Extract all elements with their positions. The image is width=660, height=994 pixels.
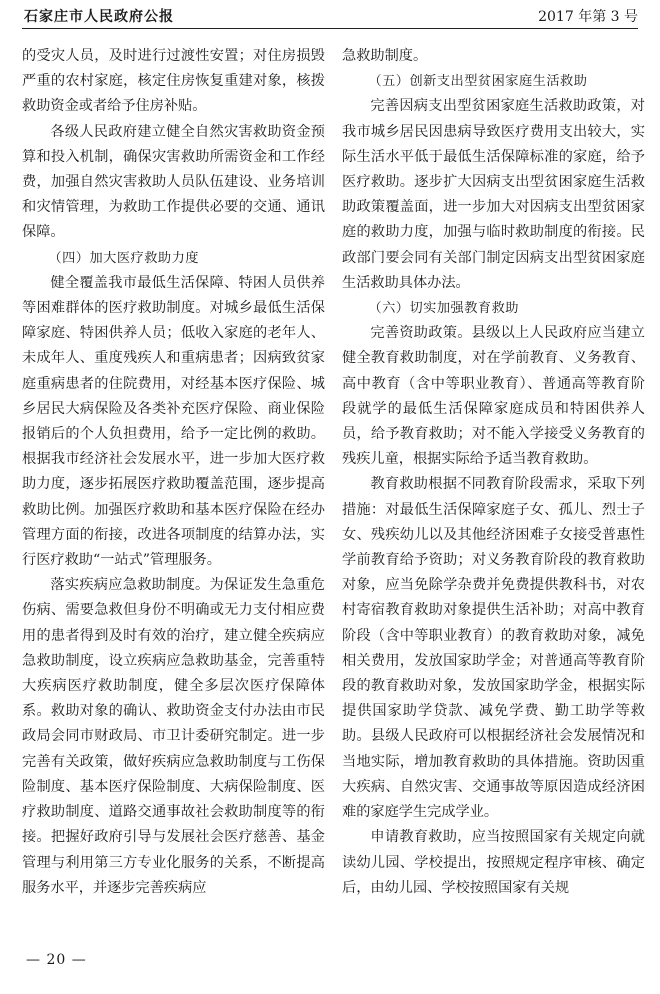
education-application-paragraph: 申请教育救助，应当按照国家有关规定向就读幼儿园、学校提出，按照规定程序审核、确定后，由幼儿园、学校按照国家有关规 bbox=[342, 829, 645, 896]
page-number: — 20 — bbox=[26, 952, 87, 968]
section-heading-education: （六）切实加强教育救助 bbox=[368, 301, 519, 317]
illness-aid-paragraph: 完善因病支出型贫困家庭生活救助政策，对我市城乡居民因患病导致医疗费用支出较大，实际生活水平低于最低生活保障标准的家庭，给予医疗救助。逐步扩大因病支出型贫困家庭生活救助政策覆盖面，进一步加大对因病支出型贫困家庭的救助力度，加强与临时救助制度的衔接。民政部门要会同有关部门制定因病支出型贫困家庭生活救助具体办法。 bbox=[342, 98, 645, 291]
publication-title: 石家庄市人民政府公报 bbox=[24, 9, 174, 25]
emergency-aid-paragraph: 落实疾病应急救助制度。为保证发生急重危伤病、需要急救但身份不明确或无力支付相应费用的患者得到及时有效的治疗，建立健全疾病应急救助制度，设立疾病应急救助基金，完善重特大疾病医疗救助制度，健全多层次医疗保障体系。救助对象的确认、救助资金支付办法由市民政局会同市财政局、市卫计委研究制定。进一步完善有关政策，做好疾病应急救助制度与工伤保险制度、基本医疗保险制度、大病保险制度、医疗救助制度、道路交通事故社会救助制度等的衔接。把握好政府引导与发展社会医疗慈善、基金管理与利用第三方专业化服务的关系，不断提高服务水平，并逐步完善疾病应 bbox=[22, 577, 325, 896]
issue-number: 2017 年第 3 号 bbox=[538, 9, 638, 25]
continued-paragraph: 的受灾人员，及时进行过渡性安置；对住房损毁严重的农村家庭，核定住房恢复重建对象，核拨救助资金或者给予住房补贴。 bbox=[22, 48, 325, 115]
header-rule bbox=[22, 28, 638, 29]
right-column bbox=[342, 44, 645, 901]
left-column bbox=[22, 44, 325, 901]
section-heading-medical: （四）加大医疗救助力度 bbox=[48, 250, 199, 266]
medical-aid-paragraph: 健全覆盖我市最低生活保障、特困人员供养等困难群体的医疗救助制度。对城乡最低生活保障家庭、特困供养人员；低收入家庭的老年人、未成年人、重度残疾人和重病患者；因病致贫家庭重病患者的住院费用，对经基本医疗保险、城乡居民大病保险及各类补充医疗保险、商业保险报销后的个人负担费用，给予一定比例的救助。根据我市经济社会发展水平，进一步加大医疗救助力度，逐步拓展医疗救助覆盖范围，逐步提高救助比例。加强医疗救助和基本医疗保险在经办管理方面的衔接，改进各项制度的结算办法，实行医疗救助“一站式”管理服务。 bbox=[22, 274, 325, 569]
continued-paragraph-right: 急救助制度。 bbox=[342, 48, 428, 64]
disaster-budget-paragraph: 各级人民政府建立健全自然灾害救助资金预算和投入机制，确保灾害救助所需资金和工作经费，加强自然灾害救助人员队伍建设、业务培训和灾情管理，为救助工作提供必要的交通、通讯保障。 bbox=[22, 123, 325, 241]
education-policy-paragraph: 完善资助政策。县级以上人民政府应当建立健全教育救助制度，对在学前教育、义务教育、高中教育（含中等职业教育）、普通高等教育阶段就学的最低生活保障家庭成员和特困供养人员，给予教育救助；对不能入学接受义务教育的残疾儿童，根据实际给予适当教育救助。 bbox=[342, 325, 645, 468]
section-heading-illness: （五）创新支出型贫困家庭生活救助 bbox=[368, 74, 588, 90]
education-measures-paragraph: 教育救助根据不同教育阶段需求，采取下列措施：对最低生活保障家庭子女、孤儿、烈士子女、残疾幼儿以及其他经济困难子女接受普惠性学前教育给予资助；对义务教育阶段的教育救助对象，应当免除学杂费并免费提供教科书，对农村寄宿教育救助对象提供生活补助；对高中教育阶段（含中等职业教育）的教育救助对象，减免相关费用，发放国家助学金；对普通高等教育阶段的教育救助对象，发放国家助学金，根据实际提供国家助学贷款、减免学费、勤工助学等救助。县级人民政府可以根据经济社会发展情况和当地实际，增加教育救助的具体措施。资助因重大疾病、自然灾害、交通事故等原因造成经济困难的家庭学生完成学业。 bbox=[342, 476, 645, 821]
